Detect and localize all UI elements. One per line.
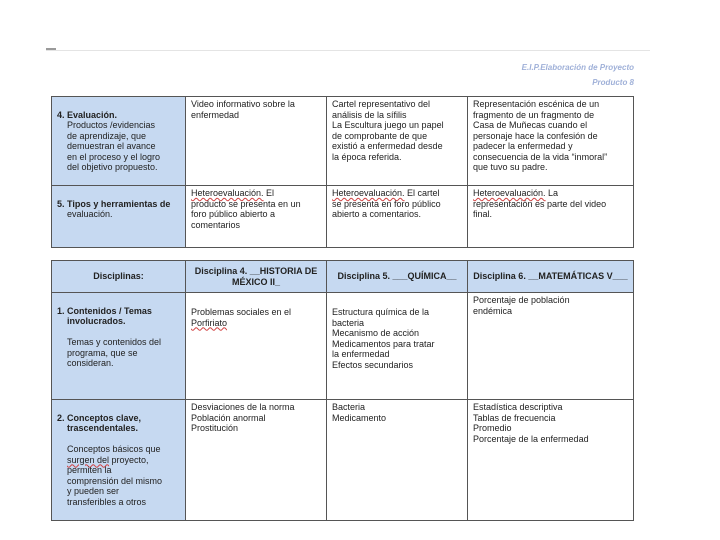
table-row <box>52 293 634 400</box>
header-discipline-5: Disciplina 5. ___QUÍMICA__ <box>327 261 468 293</box>
table-cell: Cartel representativo del análisis de la sífilis La Escultura juego un papel de comprobante de que existió a enfermedad desde la época referida. <box>327 97 468 186</box>
row-label-title: 4. Evaluación. <box>57 109 118 120</box>
row-label-body-text: proyecto, permiten la comprensión del mismo y pueden ser transferibles a otros <box>67 454 163 507</box>
row-label-key-concepts <box>52 400 186 521</box>
evaluation-table <box>51 96 634 248</box>
table-row <box>52 97 634 186</box>
row-label-title: 1. Contenidos / Temas <box>57 305 152 316</box>
cell-text: El cartel se presenta en foro público abierto a comentarios. <box>332 188 441 219</box>
table-cell: Estadística descriptiva Tablas de frecuencia Promedio Porcentaje de la enfermedad <box>468 400 634 521</box>
cell-text: Problemas sociales en el <box>191 307 292 317</box>
header-discipline-4: Disciplina 4. __HISTORIA DE MÉXICO II_ <box>186 261 327 293</box>
cell-text: Estructura química de la bacteria Mecanismo de acción Medicamentos para tratar la enfermedad Efectos secundarios <box>332 307 435 370</box>
row-label-contents <box>52 293 186 400</box>
top-rule <box>46 50 650 51</box>
table-cell <box>468 186 634 248</box>
row-label-body: Temas y contenidos del programa, que se consideran. <box>67 337 162 368</box>
header-project-title: E.I.P.Elaboración de Proyecto <box>521 63 634 72</box>
row-label-body: Productos /evidencias de aprendizaje, que demuestran el avance en el proceso y el logro del objetivo propuesto. <box>67 120 161 172</box>
table-cell <box>186 186 327 248</box>
cell-keyword: Porfiriato <box>191 317 228 328</box>
table-header-row <box>52 261 634 293</box>
cell-keyword: Heteroevaluación. <box>473 188 546 198</box>
cell-keyword: Heteroevaluación. <box>332 188 405 198</box>
table-cell: Representación escénica de un fragmento de un fragmento de Casa de Muñecas cuando el personaje hace la confesión de padecer la enfermedad y consecuencia de la vida “inmoral” que tuvo su padre. <box>468 97 634 186</box>
table-cell: Desviaciones de la norma Población anormal Prostitución <box>186 400 327 521</box>
table-cell <box>186 293 327 400</box>
header-disciplines: Disciplinas: <box>52 261 186 293</box>
cell-keyword: Heteroevaluación. <box>191 188 264 198</box>
table-row <box>52 186 634 248</box>
header-product-number: Producto 8 <box>592 78 634 87</box>
row-label-evaluation-types <box>52 186 186 248</box>
row-label-title-cont: trascendentales. <box>67 423 139 433</box>
table-cell: Bacteria Medicamento <box>327 400 468 521</box>
row-label-evaluation <box>52 97 186 186</box>
disciplines-table <box>51 260 634 521</box>
row-label-title-cont: involucrados. <box>67 316 126 326</box>
table-row <box>52 400 634 521</box>
cell-text: El producto se presenta en un foro público abierto a comentarios <box>191 188 301 230</box>
table-cell <box>327 186 468 248</box>
row-label-title: 5. Tipos y herramientas de <box>57 198 171 209</box>
table-cell <box>327 293 468 400</box>
row-label-body: evaluación. <box>67 209 113 219</box>
header-discipline-6: Disciplina 6. __MATEMÁTICAS V___ <box>468 261 634 293</box>
row-label-body-text: Conceptos básicos que <box>67 444 161 454</box>
row-label-title: 2. Conceptos clave, <box>57 412 142 423</box>
cell-text: Porcentaje de población endémica <box>473 295 570 316</box>
cell-text: La representación es parte del video final. <box>473 188 607 219</box>
table-cell: Video informativo sobre la enfermedad <box>186 97 327 186</box>
table-cell <box>468 293 634 400</box>
row-label-body <box>57 444 180 507</box>
row-label-keyword: surgen del <box>67 454 110 465</box>
